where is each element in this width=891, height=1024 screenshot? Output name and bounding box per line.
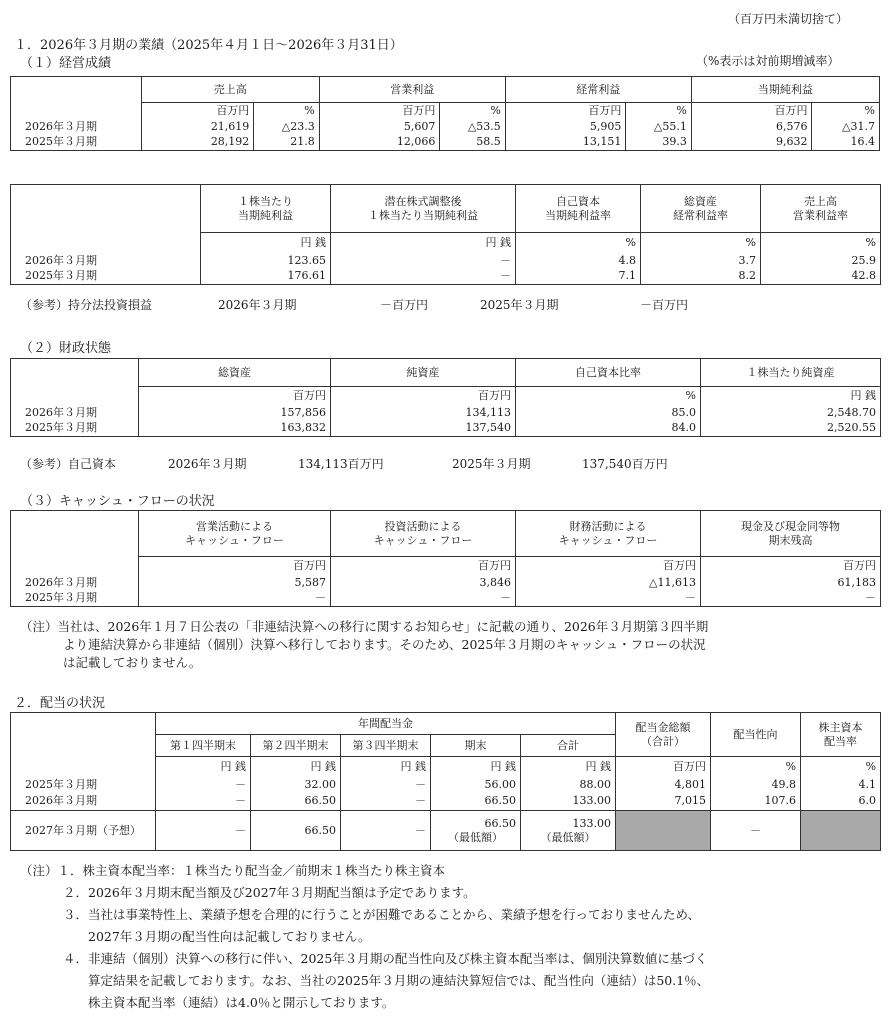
header-payout-ratio: 配当性向: [711, 713, 801, 757]
value-cell: －: [701, 591, 881, 607]
value-cell: －: [341, 811, 431, 851]
header-investing-cf: [331, 511, 516, 557]
value-cell: 66.50: [431, 793, 521, 811]
shaded-cell: [616, 811, 711, 851]
table-row: [11, 591, 881, 607]
header-line: 株主資本: [818, 720, 863, 734]
min-amount-label: （最低額）: [540, 830, 596, 844]
table-row: [11, 793, 881, 811]
corner-cell: [11, 511, 139, 557]
ref-period-prior: 2025年３月期: [480, 298, 559, 312]
unit-note: （百万円未満切捨て）: [728, 12, 849, 26]
value-cell: －: [341, 793, 431, 811]
corner-cell: [11, 359, 139, 387]
unit-cell: %: [641, 233, 761, 253]
dividend-note-line: ４．非連結（個別）決算への移行に伴い、2025年３月期の配当性向及び株主資本配当率は、個別決算数値に基づく: [63, 951, 708, 966]
unit-cell: 円 銭: [521, 757, 616, 777]
unit-cell: %: [254, 103, 319, 119]
value-cell: －: [516, 591, 701, 607]
value-cell: 12,066: [319, 135, 440, 151]
value-cell: 5,905: [505, 119, 626, 135]
header-line: キャッシュ・フロー: [185, 533, 284, 547]
header-line: 配当率: [824, 734, 858, 748]
value-cell: 66.50: [251, 811, 341, 851]
table-row: [11, 421, 881, 437]
header-annual-dividend: 年間配当金: [156, 713, 616, 735]
dividend-note-line: 2027年３月期の配当性向は記載しておりません。: [88, 929, 371, 944]
unit-cell: 円 銭: [156, 757, 251, 777]
table-row: [11, 135, 880, 151]
unit-row-label: [11, 233, 201, 253]
cf-note-line: より連結決算から非連結（個別）決算へ移行しております。そのため、2025年３月期のキャッシュ・フローの状況: [63, 637, 706, 652]
unit-cell: 百万円: [516, 557, 701, 575]
row-label: 2026年３月期: [11, 119, 142, 135]
header-operating-margin: [761, 185, 881, 233]
value-cell: 25.9: [761, 253, 881, 269]
table-row: [11, 269, 881, 285]
row-label: 2025年３月期: [11, 135, 142, 151]
value-cell: △55.1: [626, 119, 691, 135]
header-net-assets: 純資産: [331, 359, 516, 387]
section-1-title: １．2026年３月期の業績（2025年４月１日～2026年３月31日）: [14, 38, 403, 53]
header-line: 自己資本: [556, 194, 600, 208]
unit-row-label: [11, 557, 139, 575]
unit-cell: 百万円: [331, 557, 516, 575]
header-sales: 売上高: [141, 77, 319, 103]
value-cell: 7,015: [616, 793, 711, 811]
unit-row-label: [11, 387, 139, 405]
header-line: （合計）: [641, 734, 686, 748]
header-cash-balance: [701, 511, 881, 557]
dividends-table: [10, 712, 881, 851]
unit-cell: 百万円: [141, 103, 253, 119]
header-line: 売上高: [804, 194, 837, 208]
value-cell: 13,151: [505, 135, 626, 151]
unit-cell: 円 銭: [431, 757, 521, 777]
value-cell: △11,613: [516, 575, 701, 591]
unit-cell: 百万円: [139, 557, 331, 575]
row-label: 2026年３月期: [11, 575, 139, 591]
value-cell: 4.8: [516, 253, 641, 269]
table-row-forecast: [11, 811, 881, 851]
shaded-cell: [801, 811, 881, 851]
row-label: 2025年３月期: [11, 777, 156, 793]
corner-cell: [11, 77, 142, 103]
ref-value-prior: 137,540百万円: [582, 457, 668, 471]
cash-flow-title: （３）キャッシュ・フローの状況: [20, 494, 215, 509]
unit-cell: %: [516, 387, 701, 405]
header-line: 潜在株式調整後: [384, 194, 462, 208]
header-line: 営業活動による: [196, 519, 273, 533]
table-row: [11, 777, 881, 793]
value-cell: 5,607: [319, 119, 440, 135]
value-cell: 84.0: [516, 421, 701, 437]
corner-cell: [11, 185, 201, 233]
unit-cell: 百万円: [701, 557, 881, 575]
per-share-table: [10, 184, 881, 285]
dividend-note-line: 算定結果を記載しております。なお、当社の2025年３月期の連結決算短信では、配当性向（連結）は50.1％、: [88, 973, 710, 988]
financial-position-title: （２）財政状態: [20, 341, 112, 356]
unit-cell: %: [812, 103, 880, 119]
value-cell: 6.0: [801, 793, 881, 811]
header-line: キャッシュ・フロー: [558, 533, 658, 547]
header-line: 現金及び現金同等物: [741, 519, 840, 533]
ref-value-prior: －百万円: [640, 298, 689, 312]
value-cell: 4.1: [801, 777, 881, 793]
value-cell: 49.8: [711, 777, 801, 793]
value-cell: －: [341, 777, 431, 793]
unit-row-label: [11, 757, 156, 777]
header-line: 財務活動による: [569, 519, 647, 533]
header-q1: 第１四半期末: [156, 735, 251, 757]
header-line: １株当たり当期純利益: [368, 208, 478, 222]
value-cell: 3,846: [331, 575, 516, 591]
cf-note-line: （注）当社は、2026年１月７日公表の「非連結決算への移行に関するお知らせ」に記載の通り、2026年３月期第３四半期: [20, 619, 709, 634]
value-cell: 133.00: [521, 793, 616, 811]
unit-cell: %: [626, 103, 691, 119]
unit-cell: 百万円: [616, 757, 711, 777]
ref-value-current: 134,113百万円: [298, 457, 384, 471]
value-cell: 134,113: [331, 405, 516, 421]
header-diluted-eps: [331, 185, 516, 233]
value-cell: 3.7: [641, 253, 761, 269]
min-amount-label: （最低額）: [448, 830, 503, 844]
table-row: [11, 575, 881, 591]
value-cell: 176.61: [201, 269, 331, 285]
value-cell: －: [156, 777, 251, 793]
value-cell: 8.2: [641, 269, 761, 285]
unit-cell: 百万円: [319, 103, 440, 119]
header-operating-cf: [139, 511, 331, 557]
header-roe: [516, 185, 641, 233]
value-cell: 137,540: [331, 421, 516, 437]
value-cell: 66.50: [251, 793, 341, 811]
header-bps: １株当たり純資産: [701, 359, 881, 387]
header-total: 合計: [521, 735, 616, 757]
unit-cell: %: [711, 757, 801, 777]
header-line: １株当たり: [238, 194, 293, 208]
unit-cell: 円 銭: [341, 757, 431, 777]
dividend-note-line: （注）１．株主資本配当率：１株当たり配当金／前期末１株当たり株主資本: [20, 863, 446, 878]
dividend-note-line: 株主資本配当率（連結）は4.0％と開示しております。: [88, 995, 395, 1010]
header-q3: 第３四半期末: [341, 735, 431, 757]
operating-results-table: [10, 76, 880, 151]
value-cell: －: [156, 793, 251, 811]
cf-note-line: は記載しておりません。: [63, 655, 202, 670]
row-label: 2027年３月期（予想）: [11, 811, 156, 851]
header-line: 投資活動による: [384, 519, 462, 533]
value-cell: 85.0: [516, 405, 701, 421]
unit-row-label: [11, 103, 142, 119]
header-total-dividend: [616, 713, 711, 757]
header-year-end: 期末: [431, 735, 521, 757]
value-cell: 5,587: [139, 575, 331, 591]
table-row: [11, 119, 880, 135]
value-cell: －: [711, 811, 801, 851]
cash-flow-table: [10, 510, 881, 607]
unit-cell: 円 銭: [331, 233, 516, 253]
row-label: 2026年３月期: [11, 405, 139, 421]
unit-cell: %: [801, 757, 881, 777]
value-cell: △53.5: [440, 119, 505, 135]
header-line: キャッシュ・フロー: [373, 533, 473, 547]
header-eps: [201, 185, 331, 233]
value-cell: －: [156, 811, 251, 851]
value-cell: △31.7: [812, 119, 880, 135]
value-cell: 28,192: [141, 135, 253, 151]
header-line: 当期純利益率: [545, 208, 611, 222]
header-doe: [801, 713, 881, 757]
value-cell: 61,183: [701, 575, 881, 591]
dividend-note-line: ３．当社は事業特性上、業績予想を合理的に行うことが困難であることから、業績予想を行っておりませんため、: [63, 907, 701, 922]
header-line: 当期純利益: [238, 208, 293, 222]
header-total-assets: 総資産: [139, 359, 331, 387]
header-line: 期末残高: [768, 533, 813, 547]
header-line: 営業利益率: [793, 208, 848, 222]
ref-period-prior: 2025年３月期: [452, 457, 531, 471]
header-line: 経常利益率: [673, 208, 728, 222]
financial-position-table: [10, 358, 881, 437]
ref-value-current: －百万円: [380, 298, 429, 312]
value-cell: 21,619: [141, 119, 253, 135]
table-row: [11, 405, 881, 421]
value-cell: 157,856: [139, 405, 331, 421]
value-cell: 16.4: [812, 135, 880, 151]
value-cell: －: [331, 253, 516, 269]
row-label: 2026年３月期: [11, 253, 201, 269]
value-cell: 39.3: [626, 135, 691, 151]
value-cell: －: [331, 591, 516, 607]
value-cell: 58.5: [440, 135, 505, 151]
unit-cell: 百万円: [139, 387, 331, 405]
header-operating-income: 営業利益: [319, 77, 505, 103]
unit-cell: %: [761, 233, 881, 253]
forecast-value: 133.00: [572, 816, 612, 830]
ref-equity-label: （参考）自己資本: [20, 457, 117, 471]
ref-period-current: 2026年３月期: [168, 457, 247, 471]
value-cell: 2,548.70: [701, 405, 881, 421]
value-cell: 9,632: [691, 135, 812, 151]
header-roa: [641, 185, 761, 233]
value-cell: 32.00: [251, 777, 341, 793]
value-cell: 163,832: [139, 421, 331, 437]
table-row: [11, 253, 881, 269]
value-cell: 6,576: [691, 119, 812, 135]
value-cell: 123.65: [201, 253, 331, 269]
unit-cell: 百万円: [505, 103, 626, 119]
value-cell: △23.3: [254, 119, 319, 135]
row-label: 2025年３月期: [11, 269, 201, 285]
unit-cell: 円 銭: [201, 233, 331, 253]
header-q2: 第２四半期末: [251, 735, 341, 757]
value-cell: [431, 811, 521, 851]
value-cell: －: [331, 269, 516, 285]
header-line: 総資産: [684, 194, 717, 208]
ref-equity-method-label: （参考）持分法投資損益: [20, 298, 153, 312]
ref-period-current: 2026年３月期: [218, 298, 297, 312]
header-line: 配当金総額: [635, 720, 691, 734]
header-ordinary-income: 経常利益: [505, 77, 691, 103]
value-cell: 2,520.55: [701, 421, 881, 437]
value-cell: 42.8: [761, 269, 881, 285]
row-label: 2026年３月期: [11, 793, 156, 811]
operating-results-title: （１）経営成績: [20, 56, 112, 71]
unit-cell: 円 銭: [251, 757, 341, 777]
corner-cell: [11, 713, 156, 757]
pct-change-note: （%表示は対前期増減率）: [696, 54, 840, 68]
unit-cell: 百万円: [691, 103, 812, 119]
row-label: 2025年３月期: [11, 591, 139, 607]
header-net-income: 当期純利益: [691, 77, 879, 103]
value-cell: 88.00: [521, 777, 616, 793]
value-cell: 7.1: [516, 269, 641, 285]
value-cell: [521, 811, 616, 851]
unit-cell: %: [440, 103, 505, 119]
row-label: 2025年３月期: [11, 421, 139, 437]
value-cell: 4,801: [616, 777, 711, 793]
value-cell: 56.00: [431, 777, 521, 793]
header-equity-ratio: 自己資本比率: [516, 359, 701, 387]
header-financing-cf: [516, 511, 701, 557]
dividend-note-line: ２．2026年３月期末配当額及び2027年３月期配当額は予定であります。: [63, 885, 476, 900]
unit-cell: 百万円: [331, 387, 516, 405]
value-cell: －: [139, 591, 331, 607]
forecast-value: 66.50: [484, 816, 516, 830]
unit-cell: %: [516, 233, 641, 253]
unit-cell: 円 銭: [701, 387, 881, 405]
value-cell: 107.6: [711, 793, 801, 811]
dividends-title: ２．配当の状況: [14, 696, 106, 711]
value-cell: 21.8: [254, 135, 319, 151]
